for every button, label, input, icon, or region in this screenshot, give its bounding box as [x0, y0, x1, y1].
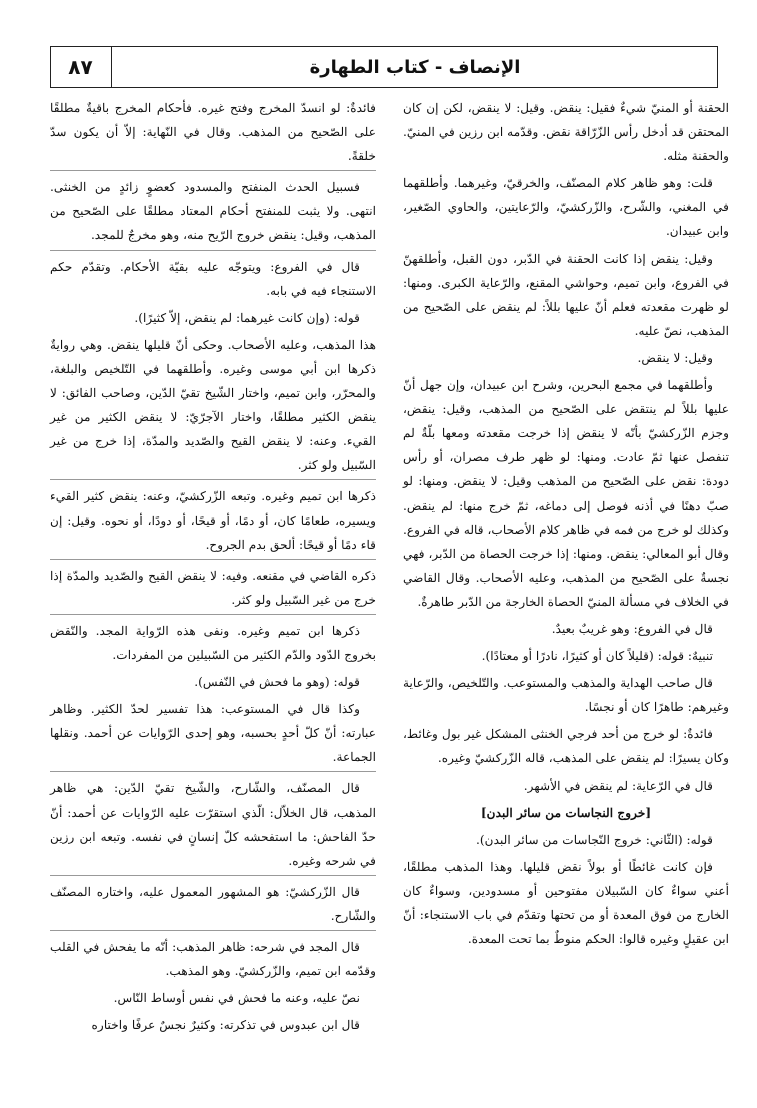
paragraph: قال صاحب الهداية والمذهب والمستوعب. والتّلخيص، والرّعاية وغيرهم: طاهرًا كان أو نجسًا.: [403, 676, 729, 715]
paragraph: تنبيهٌ: قوله: (قليلاً كان أو كثيرًا، نادرًا أو معتادًا).: [481, 649, 713, 664]
paragraph: قال ابن عبدوس في تذكرته: وكثيرٌ نجسٌ عرفًا واختاره: [91, 1018, 360, 1033]
paragraph: ذكرها ابن تميم وغيره. وتبعه الزّركشيّ، وعنه: ينقض كثير القيء ويسيره، طعامًا كان، أو دمًا، أو قيحًا، أو دودًا، أو نحوه. وقيل: إن قاء دمًا أو قيحًا: ألحق بدم الجروح.: [50, 484, 376, 559]
paragraph: قال المجد في شرحه: ظاهر المذهب: أنّه ما يفحش في القلب وقدّمه ابن تميم، والزّركشيّ. وهو المذهب.: [50, 940, 376, 979]
paragraph: قال في الرّعاية: لم ينقض في الأشهر.: [523, 778, 713, 793]
paragraph: قال في الفروع: ويتوجّه عليه بقيّة الأحكام. وتقدّم حكم الاستنجاء فيه في بابه.: [50, 259, 376, 298]
left-column: [50, 96, 376, 1040]
paragraph: قوله: (وهو ما فحش في النّفس).: [194, 675, 360, 690]
paragraph: ذكره القاضي في مقنعه. وفيه: لا ينقض القيح والصّديد والمدّة إذا خرج من غير السّبيل ولو كثر.: [50, 564, 376, 615]
paragraph: فائدةٌ: لو انسدّ المخرج وفتح غيره. فأحكام المخرج باقيةٌ مطلقًا على الصّحيح من المذهب. وقال في النّهاية: إلاّ أن يكون سدّ خلقةً.: [50, 96, 376, 171]
paragraph: فإن كانت غائطًا أو بولاً نقض قليلها. وهذا المذهب مطلقًا، أعني سواءٌ كان السّبيلان مفتوحين أو مسدودين، وسواءٌ كان الخارج من فوق المعدة أو من تحتها وتقدّم في باب الاستنجاء: أنّ ابن عقيلٍ وغيره قالوا: الحكم منوطٌ بما تحت المعدة.: [403, 859, 729, 947]
paragraph: وأطلقهما في مجمع البحرين، وشرح ابن عبيدان، وإن جهل أنّ عليها بللاً لم ينتقض على الصّحيح من المذهب، وقيل: ينقض، وجزم الزّركشيّ بأنّه لا ينقض إذا خرجت مقعدته ومعها بلّةٌ لم تنفصل عنها ثمّ عادت. ومنها: لو ظهر طرف مصران، أو رأس دودة: نقض على الصّحيح من المذهب وقيل: لا ينقض. ومنها: لو صبّ دهنًا في أذنه فوصل إلى دماغه، ثمّ خرج منها: لم ينقض. وكذلك لو خرج من فمه في ظاهر كلام الأصحاب، قاله في الفروع. وقال أبو المعالي: ينقض. ومنها: إذا خرجت الحصاة من الدّبر، فهي نجسةٌ على الصّحيح من المذهب، وعليه الأصحاب. وقال القاضي في الخلاف في مسألة المنيّ الحصاة الخارجة من الدّبر طاهرةٌ.: [403, 378, 729, 609]
paragraph: قوله: (الثّاني: خروج النّجاسات من سائر البدن).: [476, 832, 713, 847]
paragraph: فسبيل الحدث المنفتح والمسدود كعضوٍ زائدٍ من الخنثى. انتهى. ولا يثبت للمنفتح أحكام المعتاد مطلقًا على الصّحيح من المذهب، وقيل: ينقض خروج الرّيح منه، وهو مخرجٌ للمجد.: [50, 175, 376, 250]
paragraph: قال المصنّف، والشّارح، والشّيخ تقيّ الدّين: هي ظاهر المذهب، قال الخلاّل: الّذي استقرّت عليه الرّوايات عن أحمد: أنّ حدّ الفاحش: ما استفحشه كلّ إنسانٍ في نفسه. وتبعه ابن رزين في شرحه وغيره.: [50, 776, 376, 875]
right-column: [403, 96, 729, 954]
paragraph: فائدةٌ: لو خرج من أحد فرجي الخنثى المشكل غير بول وغائط، وكان يسيرًا: لم ينقض على المذهب، قاله الزّركشيّ وغيره.: [403, 727, 729, 766]
section-heading: [خروج النجاسات من سائر البدن]: [480, 805, 652, 820]
paragraph: قلت: وهو ظاهر كلام المصنّف، والخرقيّ، وغيرهما. وأطلقهما في المغني، والشّرح، والزّركشيّ، والرّعايتين، والحاوي الصّغير، وابن عبيدان.: [403, 176, 729, 239]
paragraph: قال في الفروع: وهو غريبٌ بعيدٌ.: [551, 621, 713, 636]
paragraph: نصّ عليه، وعنه ما فحش في نفس أوساط النّاس.: [113, 991, 360, 1006]
page-title: الإنصاف - كتاب الطهارة: [309, 56, 521, 78]
paragraph: هذا المذهب، وعليه الأصحاب. وحكى أنّ قليلها ينقض. وهي روايةٌ ذكرها ابن أبي موسى وغيره. وأطلقهما في التّلخيص والبلغة، والمحرّر، وابن تميم، واختار الشّيخ تقيّ الدّين، وصاحب الفائق: لا ينقض الكثير مطلقًا، واختار الآجرّيّ: لا ينقض الكثير من غير القيء. وعنه: لا ينقض القيح والصّديد والمدّة، إذا خرج من غير السّبيل ولو كثر.: [50, 333, 376, 481]
paragraph: قوله: (وإن كانت غيرهما: لم ينقض، إلاّ كثيرًا).: [134, 310, 360, 325]
paragraph: وقيل: لا ينقض.: [637, 350, 713, 365]
page-number: ٨٧: [50, 46, 112, 88]
paragraph: وقيل: ينقض إذا كانت الحقنة في الدّبر، دون القبل، وأطلقهنّ في الفروع، وابن تميم، وحواشي المقنع، والرّعاية الكبرى. ومنها: لو ظهرت مقعدته فعلم أنّ عليها بللاً: لم ينقض على الصّحيح من المذهب، نصّ عليه.: [403, 251, 729, 338]
paragraph: وكذا قال في المستوعب: هذا تفسير لحدّ الكثير. وظاهر عبارته: أنّ كلّ أحدٍ بحسبه، وهو إحدى الرّوايات عن أحمد. ونقلها الجماعة.: [50, 697, 376, 772]
paragraph: الحقنة أو المنيّ شيءٌ فقيل: ينقض. وقيل: لا ينقض، لكن إن كان المحتقن قد أدخل رأس الزّرّاقة نقض. وقدّمه ابن رزين في المنيّ. والحقنة مثله.: [403, 101, 729, 164]
paragraph: ذكرها ابن تميم وغيره. ونفى هذه الرّواية المجد. والنّقض بخروج الدّود والدّم الكثير من السّبيلين من المفردات.: [50, 623, 376, 662]
paragraph: قال الزّركشيّ: هو المشهور المعمول عليه، واختاره المصنّف والشّارح.: [50, 880, 376, 931]
